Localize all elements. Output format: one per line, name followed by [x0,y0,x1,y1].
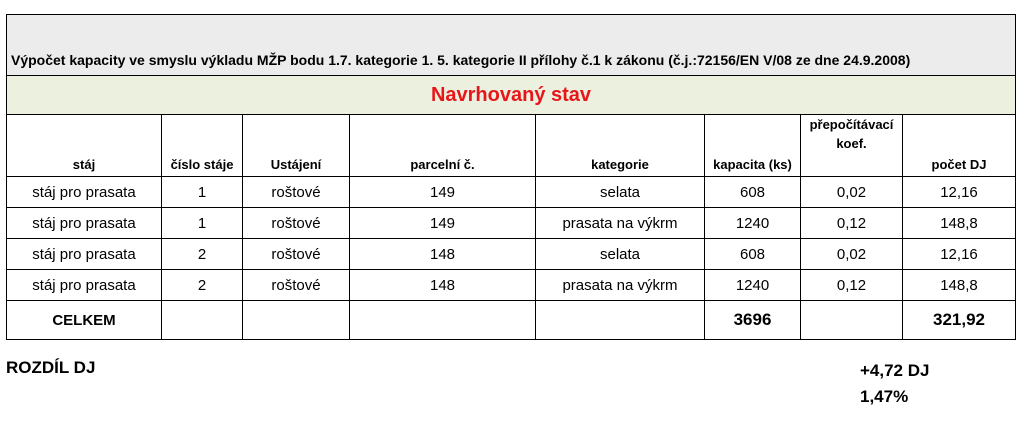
header-kapacita: kapacita (ks) [705,115,801,177]
title-spacer-row [7,15,1016,46]
cell-kategorie: prasata na výkrm [536,270,705,301]
table-row [7,208,1016,239]
cell-staj: stáj pro prasata [7,270,162,301]
cell-staj: stáj pro prasata [7,208,162,239]
cell-parcela: 149 [350,177,536,208]
header-pocet-dj: počet DJ [903,115,1016,177]
cell-staj: stáj pro prasata [7,177,162,208]
cell-dj: 12,16 [903,177,1016,208]
total-empty-cell [243,301,350,340]
header-ustajeni: Ustájení [243,115,350,177]
difference-label: ROZDÍL DJ [6,358,96,377]
cell-cislo: 2 [162,270,243,301]
cell-ustajeni: roštové [243,239,350,270]
cell-staj: stáj pro prasata [7,239,162,270]
cell-cislo: 2 [162,239,243,270]
cell-kapacita: 608 [705,239,801,270]
cell-cislo: 1 [162,177,243,208]
cell-kategorie: prasata na výkrm [536,208,705,239]
cell-parcela: 148 [350,239,536,270]
cell-dj: 12,16 [903,239,1016,270]
subtitle-row [7,76,1016,115]
difference-percent: 1,47% [860,387,909,406]
total-dj: 321,92 [903,301,1016,340]
total-kapacita: 3696 [705,301,801,340]
table-row [7,177,1016,208]
total-empty-cell [536,301,705,340]
cell-dj: 148,8 [903,208,1016,239]
header-kategorie: kategorie [536,115,705,177]
table-title: Výpočet kapacity ve smyslu výkladu MŽP bodu 1.7. kategorie 1. 5. kategorie II přílohy č.1 k zákonu (č.j.:72156/EN V/08 ze dne 24.9.2008) [7,45,1016,76]
header-koef-line2: koef. [836,136,867,151]
title-spacer-cell [7,15,1016,46]
header-row [7,115,1016,177]
table-row [7,270,1016,301]
difference-values [860,358,929,410]
table-row [7,239,1016,270]
cell-ustajeni: roštové [243,208,350,239]
cell-koef: 0,12 [801,208,903,239]
cell-ustajeni: roštové [243,177,350,208]
header-koef-line1: přepočítávací [809,117,894,132]
cell-koef: 0,02 [801,177,903,208]
cell-kapacita: 608 [705,177,801,208]
capacity-table [6,14,1016,340]
header-parcelni: parcelní č. [350,115,536,177]
cell-ustajeni: roštové [243,270,350,301]
cell-parcela: 149 [350,208,536,239]
total-empty-cell [350,301,536,340]
cell-kategorie: selata [536,177,705,208]
cell-koef: 0,12 [801,270,903,301]
total-empty-cell [162,301,243,340]
total-row [7,301,1016,340]
cell-kapacita: 1240 [705,208,801,239]
difference-dj: +4,72 DJ [860,361,930,380]
cell-dj: 148,8 [903,270,1016,301]
cell-parcela: 148 [350,270,536,301]
header-cislo-staje: číslo stáje [162,115,243,177]
cell-koef: 0,02 [801,239,903,270]
title-row [7,45,1016,76]
header-koef [801,115,903,177]
table-subtitle: Navrhovaný stav [7,76,1016,115]
cell-cislo: 1 [162,208,243,239]
total-empty-cell [801,301,903,340]
total-label: CELKEM [7,301,162,340]
cell-kategorie: selata [536,239,705,270]
cell-kapacita: 1240 [705,270,801,301]
header-staj: stáj [7,115,162,177]
